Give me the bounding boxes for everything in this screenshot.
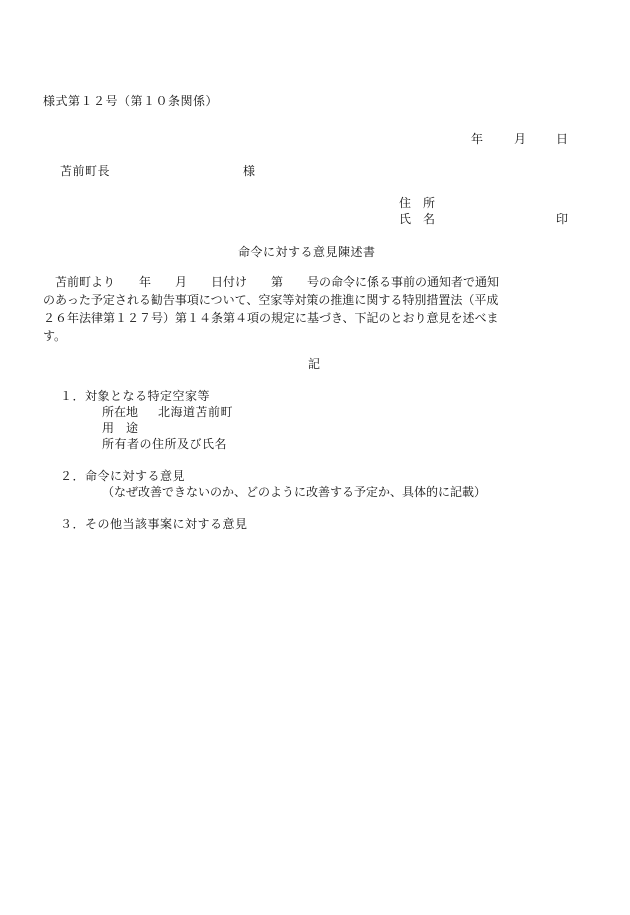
section2-heading: ２．命令に対する意見 <box>60 469 186 483</box>
body-paragraph <box>43 273 591 345</box>
date-year-label: 年 <box>471 132 484 146</box>
body-line: ２６年法律第１２７号）第１４条第４項の規定に基づき、下記のとおり意見を述べま <box>43 311 499 325</box>
section1-heading: １．対象となる特定空家等 <box>60 389 211 403</box>
body-line: す。 <box>43 329 67 343</box>
location-value: 北海道苫前町 <box>158 405 234 419</box>
section2-note: （なぜ改善できないのか、どのように改善する予定か、具体的に記載） <box>102 485 487 499</box>
sender-name-label: 氏 名 <box>399 212 436 226</box>
date-month-label: 月 <box>514 132 527 146</box>
location-label: 所在地 <box>102 405 139 419</box>
use-label: 用 途 <box>102 421 139 435</box>
body-line: 苫前町より 年 月 日付け 第 号の命令に係る事前の通知者で通知 <box>43 275 500 289</box>
ki-heading: 記 <box>308 357 321 371</box>
addressee-name: 苫前町長 <box>60 164 111 178</box>
sender-address-label: 住 所 <box>399 196 436 210</box>
form-number: 様式第１２号（第１０条関係） <box>43 94 219 108</box>
date-day-label: 日 <box>556 132 569 146</box>
section3-heading: ３．その他当該事案に対する意見 <box>60 517 248 531</box>
body-line: のあった予定される勧告事項について、空家等対策の推進に関する特別措置法（平成 <box>43 293 499 307</box>
owner-label: 所有者の住所及び氏名 <box>102 437 228 451</box>
seal-mark: 印 <box>556 212 569 226</box>
addressee-honorific: 様 <box>243 164 256 178</box>
document-title: 命令に対する意見陳述書 <box>238 245 376 259</box>
